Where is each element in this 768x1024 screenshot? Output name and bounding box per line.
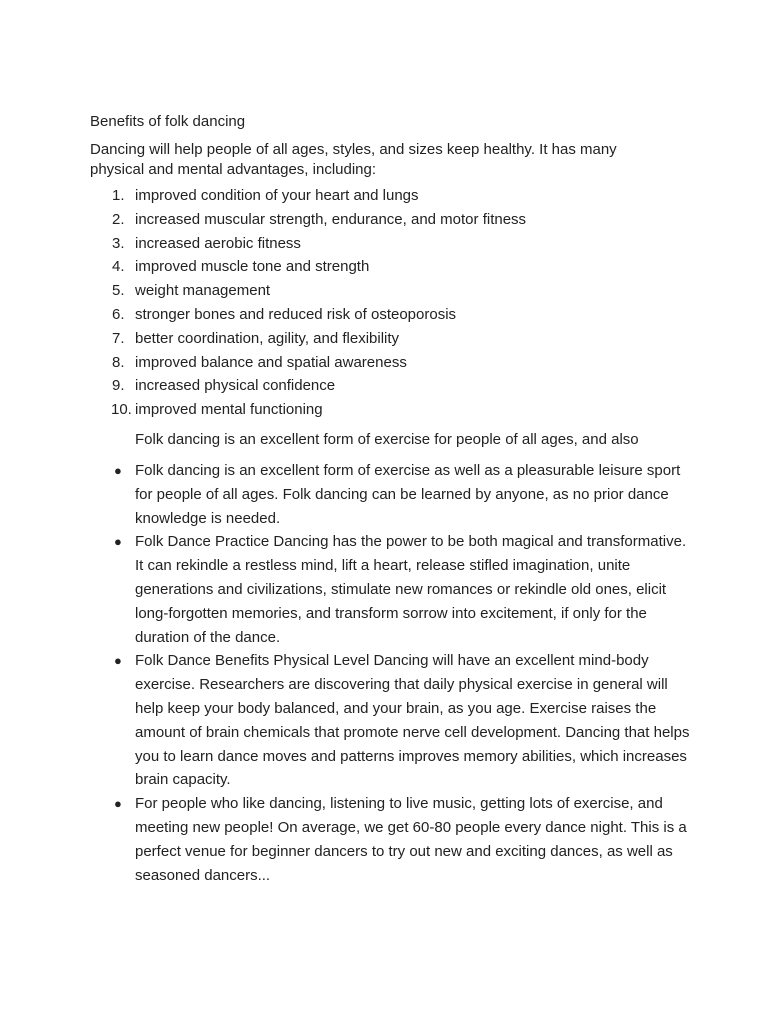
list-item [90, 305, 690, 329]
list-number: 8. [112, 353, 125, 371]
bullet-dot-icon: ● [114, 653, 122, 669]
list-item [90, 234, 690, 258]
benefits-numbered-list [90, 186, 690, 424]
bullet-text: Folk Dance Benefits Physical Level Dancing will have an excellent mind-body exercise. Researchers are discovering that daily physical exercise in general will help keep your body balanced, and your brain, as you age. Exercise raises the amount of brain chemicals that promote nerve cell development. Dancing that helps you to learn dance moves and patterns improves memory abilities, which increases brain capacity. [135, 652, 690, 789]
bullet-list [90, 459, 690, 887]
list-item [90, 353, 690, 377]
intro-paragraph: Dancing will help people of all ages, styles, and sizes keep healthy. It has many physical and mental advantages, including: [90, 141, 617, 178]
list-item-text: increased physical confidence [135, 377, 336, 395]
bullet-text: Folk Dance Practice Dancing has the power to be both magical and transformative. It can rekindle a restless mind, lift a heart, release stifled imagination, unite generations and civilizations, stimulate new romances or rekindle old ones, elicit long-forgotten memories, and transform sorrow into excitement, if only for the duration of the dance. [135, 533, 687, 646]
list-number: 5. [112, 282, 125, 300]
list-item-text: increased aerobic fitness [135, 234, 301, 252]
list-number: 4. [112, 258, 125, 276]
list-item [90, 329, 690, 353]
list-item-text: stronger bones and reduced risk of osteoporosis [135, 305, 457, 323]
bullet-item [90, 459, 690, 530]
list-number: 6. [112, 305, 125, 323]
bullet-item [90, 649, 690, 792]
list-item [90, 376, 690, 400]
list-number: 3. [112, 234, 125, 252]
list-number: 9. [112, 377, 125, 395]
document-body [90, 112, 690, 887]
list-item [90, 281, 690, 305]
list-item-text: improved mental functioning [135, 401, 323, 419]
list-item-text: improved balance and spatial awareness [135, 353, 407, 371]
document-title: Benefits of folk dancing [90, 113, 246, 130]
bullet-item [90, 792, 690, 887]
bullet-text: For people who like dancing, listening to live music, getting lots of exercise, and meeting new people! On average, we get 60-80 people every dance night. This is a perfect venue for beginner dancers to try out new and exciting dances, as well as seasoned dancers... [135, 795, 687, 884]
list-item-text: increased muscular strength, endurance, and motor fitness [135, 210, 527, 228]
list-item [90, 257, 690, 281]
list-number: 7. [112, 329, 125, 347]
list-item-text: better coordination, agility, and flexibility [135, 329, 400, 347]
list-item-text: improved muscle tone and strength [135, 258, 370, 276]
list-item [90, 400, 690, 424]
bullet-dot-icon: ● [114, 796, 122, 812]
list-item-text: weight management [135, 282, 271, 300]
bullet-item [90, 530, 690, 649]
indented-paragraph: Folk dancing is an excellent form of exercise for people of all ages, and also [135, 430, 639, 448]
bullet-dot-icon: ● [114, 462, 122, 478]
list-number: 1. [112, 187, 125, 204]
list-number: 2. [112, 210, 125, 228]
list-item-text: improved condition of your heart and lungs [135, 187, 419, 204]
bullet-text: Folk dancing is an excellent form of exercise as well as a pleasurable leisure sport for people of all ages. Folk dancing can be learned by anyone, as no prior dance knowledge is needed. [135, 461, 681, 527]
bullet-dot-icon: ● [114, 534, 122, 550]
list-item [90, 186, 690, 210]
list-number: 10. [111, 401, 132, 419]
list-item [90, 210, 690, 234]
